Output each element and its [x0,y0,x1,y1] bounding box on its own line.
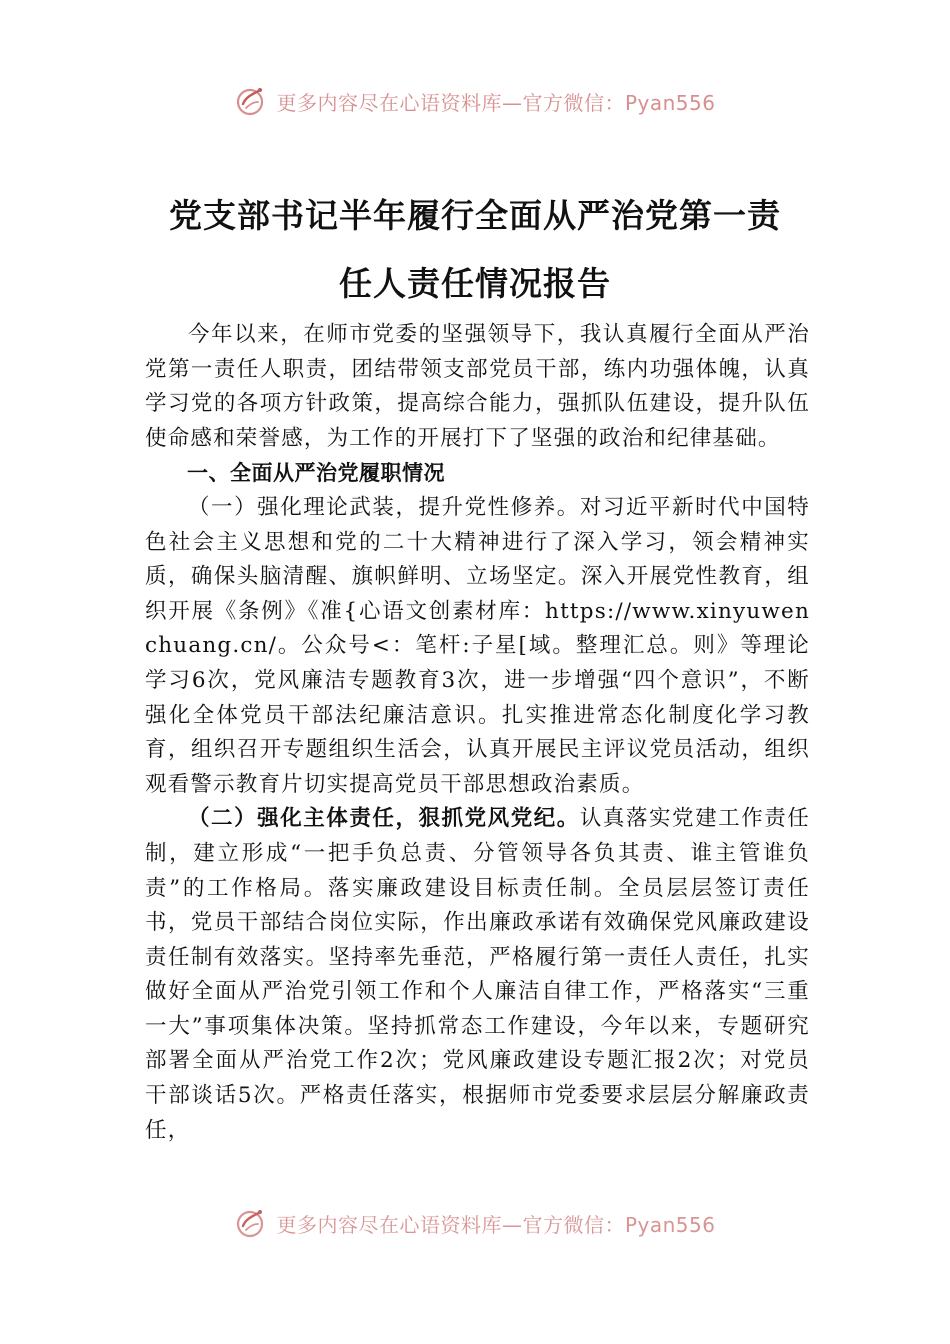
watermark-header [0,84,950,118]
watermark-text: 更多内容尽在心语资料库—官方微信：Pyan556 [276,90,716,115]
document-title-line-1: 党支部书记半年履行全面从严治党第一责 [169,196,781,235]
section-heading: 一、全面从严治党履职情况 [187,461,445,486]
subsection-2-body: 认真落实党建工作责任制，建立形成“一把手负总责、分管领导各负其责、谁主管谁负责”的工作格局。落实廉政建设目标责任制。全员层层签订责任书，党员干部结合岗位实际，作出廉政承诺有效确保党风廉政建设责任制有效落实。坚持率先垂范，严格履行第一责任人责任，扎实做好全面从严治党引领工作和个人廉洁自律工作，严格落实“三重一大”事项集体决策。坚持抓常态工作建设，今年以来，专题研究部署全面从严治党工作2次；党风廉政建设专题汇报2次；对党员干部谈话5次。严格责任落实，根据师市党委要求层层分解廉政责任， [145,806,810,1143]
watermark-footer [0,1206,950,1240]
subsection-1-paragraph [145,491,810,802]
brand-logo-icon [234,84,268,118]
subsection-1-body: 对习近平新时代中国特色社会主义思想和党的二十大精神进行了深入学习，领会精神实质，确保头脑清醒、旗帜鲜明、立场坚定。深入开展党性教育，组织开展《条例》《准{心语文创素材库：https://www.xinyuwenchuang.cn/。公众号<：笔杆:子星[域。整理汇总。则》等理论学习6次，党风廉洁专题教育3次，进一步增强“四个意识”，不断强化全体党员干部法纪廉洁意识。扎实推进常态化制度化学习教育，组织召开专题组织生活会，认真开展民主评议党员活动，组织观看警示教育片切实提高党员干部思想政治素质。 [145,494,810,797]
watermark-text: 更多内容尽在心语资料库—官方微信：Pyan556 [276,1212,716,1237]
subsection-2-heading: （二）强化主体责任，狠抓党风党纪。 [188,806,580,832]
document-title-line-2: 任人责任情况报告 [339,264,611,303]
subsection-2-paragraph [145,802,810,1148]
document-body [145,318,810,1148]
intro-paragraph: 今年以来，在师市党委的坚强领导下，我认真履行全面从严治党第一责任人职责，团结带领支部党员干部，练内功强体魄，认真学习党的各项方针政策，提高综合能力，强抓队伍建设，提升队伍使命感和荣誉感，为工作的开展打下了坚强的政治和纪律基础。 [145,322,810,451]
brand-logo-icon [234,1206,268,1240]
subsection-1-heading: （一）强化理论武装，提升党性修养。 [188,494,580,520]
